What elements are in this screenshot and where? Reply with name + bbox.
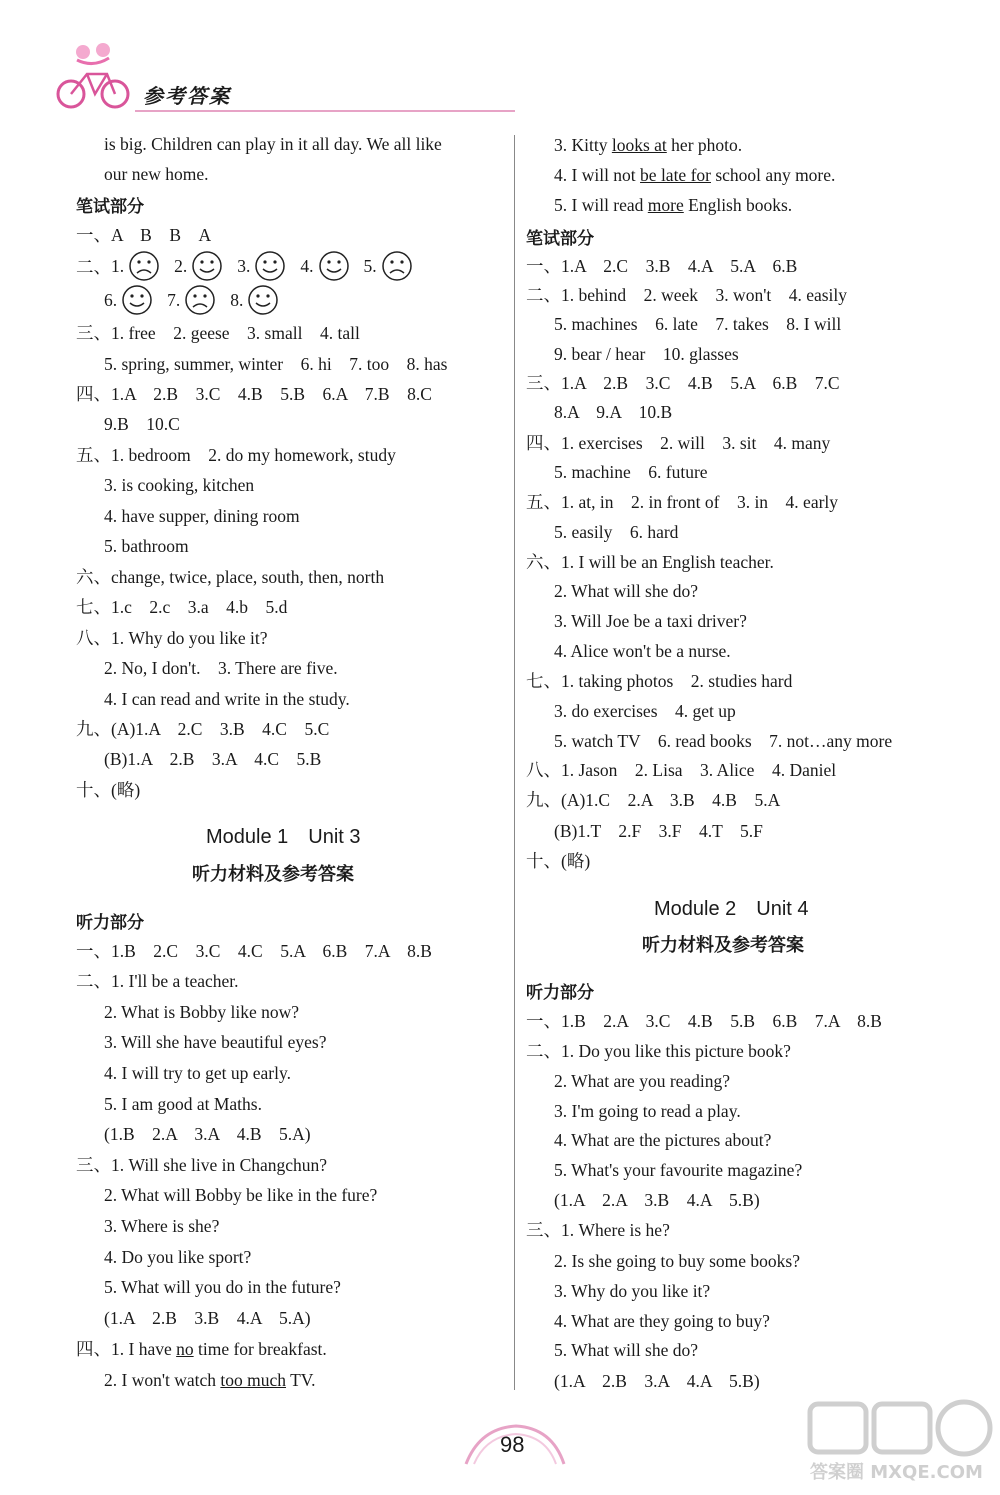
answer-line [76,1338,327,1360]
answer-line: 三、1. Where is he? [526,1220,670,1240]
underlined-answer: looks at [611,135,667,155]
answer-line: 十、(略) [526,851,591,871]
answer-line: 二、1. I'll be a teacher. [76,971,239,991]
section-heading: 笔试部分 [76,197,144,217]
answer-line [76,1369,316,1391]
answer-line: 八、1. Why do you like it? [76,628,268,648]
answer-line: 4. What are the pictures about? [554,1130,772,1150]
answer-line: 3. Will Joe be a taxi driver? [554,611,747,631]
face-number: 3. [237,255,251,276]
answer-line: 5. easily 6. hard [554,522,679,542]
answer-line: 二、1. behind 2. week 3. won't 4. easily [526,285,848,305]
section-heading: 听力部分 [76,913,144,933]
answer-line: 4. I will try to get up early. [104,1063,291,1083]
answer-line: (B)1.T 2.F 3.F 4.T 5.F [554,821,763,841]
answer-line: 5. bathroom [104,536,189,556]
text-segment: TV. [286,1370,316,1390]
answer-line: 2. What will Bobby be like in the fure? [104,1185,378,1205]
text-segment: 2. I won't watch [104,1370,221,1390]
answer-line: 一、1.B 2.C 3.C 4.C 5.A 6.B 7.A 8.B [76,941,432,961]
answer-line: 三、1.A 2.B 3.C 4.B 5.A 6.B 7.C [526,373,840,393]
answer-line: 5. I am good at Maths. [104,1094,262,1114]
answer-line: 3. Why do you like it? [554,1281,711,1301]
faces-row-1 [76,250,427,282]
underlined-answer: be late for [640,165,711,185]
bicycle-girl-icon [55,38,133,116]
answer-prefix: 二、 [76,256,111,277]
text-segment: time for breakfast. [193,1339,327,1359]
answer-line: 4. Do you like sport? [104,1247,252,1267]
happy-face-icon [247,284,279,316]
answer-line: 三、1. Will she live in Changchun? [76,1155,328,1175]
text-segment: school any more. [710,165,836,185]
answer-line: 2. What is Bobby like now? [104,1002,300,1022]
header-rule [135,110,515,112]
answer-line: 八、1. Jason 2. Lisa 3. Alice 4. Daniel [526,760,837,780]
watermark-text: 答案圈 MXQE.COM [810,1462,983,1483]
underlined-answer: too much [220,1370,287,1390]
answer-line: 一、1.B 2.A 3.C 4.B 5.B 6.B 7.A 8.B [526,1011,882,1031]
answer-line: 2. Is she going to buy some books? [554,1251,800,1271]
answer-line: (1.A 2.B 3.A 4.A 5.B) [554,1371,760,1391]
answer-line: 5. spring, summer, winter 6. hi 7. too 8. has [104,354,448,374]
answer-line: 四、1.A 2.B 3.C 4.B 5.B 6.A 7.B 8.C [76,384,432,404]
happy-face-icon [254,250,286,282]
answer-line: (B)1.A 2.B 3.A 4.C 5.B [104,749,322,769]
answer-line: 5. watch TV 6. read books 7. not…any more [554,731,893,751]
answer-line: 8.A 9.A 10.B [554,402,673,422]
section-heading: 笔试部分 [526,229,594,249]
face-number: 2. [174,255,188,276]
text-segment: 3. Kitty [554,135,612,155]
answer-line: 3. I'm going to read a play. [554,1101,741,1121]
answer-line: 9. bear / hear 10. glasses [554,344,739,364]
answer-line [526,164,835,186]
column-divider [514,135,515,1390]
module-heading: Module 2 Unit 4 [654,898,809,920]
answer-line: 五、1. at, in 2. in front of 3. in 4. early [526,492,839,512]
underlined-answer: more [647,195,684,215]
answer-line: 二、1. Do you like this picture book? [526,1041,791,1061]
answer-line: (1.A 2.A 3.B 4.A 5.B) [554,1190,760,1210]
answer-line: 4. What are they going to buy? [554,1311,770,1331]
answer-line: 2. No, I don't. 3. There are five. [104,658,338,678]
page-header [55,38,515,118]
text-line: our new home. [104,164,209,184]
face-number: 4. [300,255,314,276]
sad-face-icon [184,284,216,316]
answer-line: 5. What will you do in the future? [104,1277,341,1297]
face-number: 7. [167,289,181,310]
answer-line: 七、1. taking photos 2. studies hard [526,671,793,691]
answer-line: 五、1. bedroom 2. do my homework, study [76,445,396,465]
answer-line: 9.B 10.C [104,414,180,434]
header-title: 参考答案 [143,84,231,108]
section-caption: 听力材料及参考答案 [192,864,354,885]
answer-line: 3. is cooking, kitchen [104,475,255,495]
text-segment: English books. [683,195,793,215]
answer-line: (1.A 2.B 3.B 4.A 5.A) [104,1308,311,1328]
happy-face-icon [121,284,153,316]
face-number: 1. [111,255,125,276]
answer-line: 一、1.A 2.C 3.B 4.A 5.A 6.B [526,256,798,276]
text-segment: her photo. [666,135,743,155]
answer-line: 四、1. exercises 2. will 3. sit 4. many [526,433,831,453]
answer-line: 4. have supper, dining room [104,506,300,526]
answer-line: 5. machines 6. late 7. takes 8. I will [554,314,842,334]
module-heading: Module 1 Unit 3 [206,826,361,848]
answer-line: 3. do exercises 4. get up [554,701,736,721]
answer-line: 2. What will she do? [554,581,699,601]
answer-line: 3. Where is she? [104,1216,220,1236]
section-caption: 听力材料及参考答案 [642,935,804,956]
answer-line: 4. I can read and write in the study. [104,689,350,709]
answer-line: 5. machine 6. future [554,462,708,482]
text-segment: 四、1. I have [76,1339,177,1359]
faces-row-2 [104,284,293,316]
answer-line [526,134,742,156]
answer-line: 2. What are you reading? [554,1071,731,1091]
answer-line: (1.B 2.A 3.A 4.B 5.A) [104,1124,311,1144]
answer-line: 3. Will she have beautiful eyes? [104,1032,327,1052]
happy-face-icon [318,250,350,282]
answer-line: 5. What's your favourite magazine? [554,1160,803,1180]
answer-line: 六、1. I will be an English teacher. [526,552,774,572]
answer-line: 4. Alice won't be a nurse. [554,641,731,661]
underlined-answer: no [176,1339,194,1359]
answer-line: 六、change, twice, place, south, then, north [76,567,385,587]
sad-face-icon [128,250,160,282]
section-heading: 听力部分 [526,983,594,1003]
sad-face-icon [381,250,413,282]
happy-face-icon [191,250,223,282]
text-segment: 4. I will not [554,165,641,185]
answer-line [526,194,792,216]
page-number-badge [460,1418,570,1468]
text-line: is big. Children can play in it all day. We all like [104,134,442,154]
answer-line: 5. What will she do? [554,1340,699,1360]
answer-line: 九、(A)1.C 2.A 3.B 4.B 5.A [526,790,781,810]
face-number: 6. [104,289,118,310]
answer-line: 一、A B B A [76,225,212,245]
answer-line: 十、(略) [76,780,141,800]
face-number: 8. [230,289,244,310]
watermark [806,1396,996,1490]
text-segment: 5. I will read [554,195,648,215]
answer-line: 九、(A)1.A 2.C 3.B 4.C 5.C [76,719,330,739]
face-number: 5. [363,255,377,276]
answer-line: 三、1. free 2. geese 3. small 4. tall [76,323,360,343]
answer-line: 七、1.c 2.c 3.a 4.b 5.d [76,597,288,617]
page-number: 98 [500,1432,525,1457]
